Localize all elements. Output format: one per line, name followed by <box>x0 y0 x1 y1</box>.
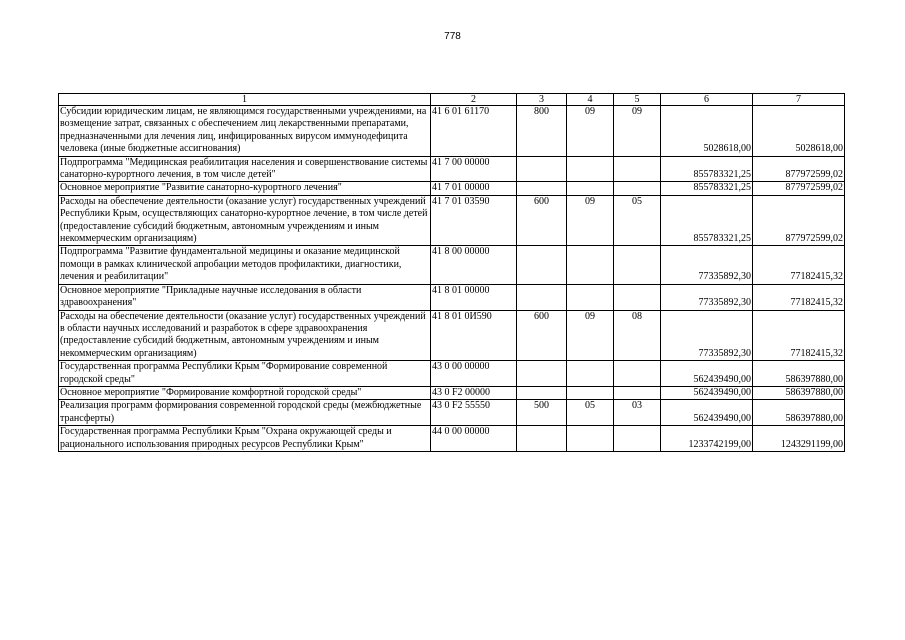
row-target-code: 41 7 00 00000 <box>431 156 517 182</box>
table-row <box>59 426 845 452</box>
row-subsection <box>614 426 661 452</box>
row-expense-type <box>517 246 567 284</box>
budget-table-body <box>59 94 845 452</box>
row-amount-year-1: 1233742199,00 <box>661 426 753 452</box>
row-name: Основное мероприятие "Формирование комфортной городской среды" <box>60 386 362 398</box>
table-row <box>59 182 845 195</box>
row-amount-year-1: 855783321,25 <box>661 195 753 246</box>
row-name: Основное мероприятие "Прикладные научные исследования в области здравоохранения" <box>60 284 362 309</box>
row-section: 09 <box>567 106 614 157</box>
row-section <box>567 246 614 284</box>
row-amount-year-2: 586397880,00 <box>753 386 845 399</box>
row-name: Субсидии юридическим лицам, не являющимся государственными учреждениями, на возмещение затрат, связанных с обеспечением лиц лекарственными препаратами, предназначенными для лечения лиц, инфицированных вирусом иммунодефицита человека (иные бюджетные ассигнования) <box>60 106 427 155</box>
row-amount-year-1: 5028618,00 <box>661 106 753 157</box>
row-amount-year-1: 562439490,00 <box>661 386 753 399</box>
row-expense-type <box>517 426 567 452</box>
row-subsection <box>614 284 661 310</box>
row-section <box>567 156 614 182</box>
row-target-code: 41 8 01 00000 <box>431 284 517 310</box>
row-subsection <box>614 182 661 195</box>
row-name-cell <box>59 156 431 182</box>
row-amount-year-2: 77182415,32 <box>753 284 845 310</box>
row-target-code: 41 7 01 00000 <box>431 182 517 195</box>
row-amount-year-2: 586397880,00 <box>753 400 845 426</box>
header-col-6: 6 <box>661 94 753 106</box>
table-row <box>59 400 845 426</box>
row-name: Подпрограмма "Развитие фундаментальной медицины и оказание медицинской помощи в рамках клинической апробации методов профилактики, диагностики, лечения и реабилитации" <box>60 246 402 283</box>
row-amount-year-1: 855783321,25 <box>661 182 753 195</box>
row-subsection <box>614 156 661 182</box>
row-subsection <box>614 361 661 387</box>
header-col-5: 5 <box>614 94 661 106</box>
row-name: Основное мероприятие "Развитие санаторно-курортного лечения" <box>60 182 342 194</box>
row-name-cell <box>59 386 431 399</box>
row-amount-year-1: 77335892,30 <box>661 246 753 284</box>
budget-table <box>58 93 845 452</box>
row-target-code: 43 0 F2 00000 <box>431 386 517 399</box>
row-expense-type <box>517 156 567 182</box>
row-name-cell <box>59 106 431 157</box>
row-expense-type: 600 <box>517 310 567 361</box>
row-name-cell <box>59 284 431 310</box>
row-target-code: 43 0 F2 55550 <box>431 400 517 426</box>
row-amount-year-2: 586397880,00 <box>753 361 845 387</box>
row-amount-year-2: 77182415,32 <box>753 310 845 361</box>
row-amount-year-1: 562439490,00 <box>661 400 753 426</box>
header-col-7: 7 <box>753 94 845 106</box>
row-expense-type <box>517 182 567 195</box>
row-name-cell <box>59 195 431 246</box>
table-row <box>59 156 845 182</box>
row-section: 05 <box>567 400 614 426</box>
row-name-cell <box>59 310 431 361</box>
page-number: 778 <box>444 31 461 42</box>
row-expense-type: 500 <box>517 400 567 426</box>
table-row <box>59 284 845 310</box>
row-amount-year-2: 877972599,02 <box>753 195 845 246</box>
row-expense-type <box>517 284 567 310</box>
row-section <box>567 284 614 310</box>
row-section <box>567 426 614 452</box>
row-target-code: 41 6 01 61170 <box>431 106 517 157</box>
row-section <box>567 182 614 195</box>
row-expense-type: 600 <box>517 195 567 246</box>
row-name: Расходы на обеспечение деятельности (оказание услуг) государственных учреждений в области научных исследований и разработок в сфере здравоохранения (предоставление субсидий бюджетным, автономным учреждениям и иным некоммерческим организациям) <box>60 310 426 359</box>
row-amount-year-2: 5028618,00 <box>753 106 845 157</box>
row-target-code: 44 0 00 00000 <box>431 426 517 452</box>
table-row <box>59 106 845 157</box>
row-subsection: 08 <box>614 310 661 361</box>
row-target-code: 41 8 01 0И590 <box>431 310 517 361</box>
row-amount-year-1: 562439490,00 <box>661 361 753 387</box>
row-subsection: 05 <box>614 195 661 246</box>
row-amount-year-1: 77335892,30 <box>661 284 753 310</box>
row-amount-year-1: 855783321,25 <box>661 156 753 182</box>
row-name: Подпрограмма "Медицинская реабилитация населения и совершенствование системы санаторно-курортного лечения, в том числе детей" <box>60 156 428 181</box>
header-col-2: 2 <box>431 94 517 106</box>
row-expense-type <box>517 386 567 399</box>
row-subsection <box>614 386 661 399</box>
row-name-cell <box>59 182 431 195</box>
row-section: 09 <box>567 310 614 361</box>
row-section <box>567 386 614 399</box>
row-name: Реализация программ формирования современной городской среды (межбюджетные трансферты) <box>60 400 422 424</box>
row-expense-type <box>517 361 567 387</box>
row-section <box>567 361 614 387</box>
table-header-row <box>59 94 845 106</box>
table-row <box>59 195 845 246</box>
row-amount-year-2: 877972599,02 <box>753 182 845 195</box>
table-row <box>59 246 845 284</box>
table-row <box>59 361 845 387</box>
row-subsection <box>614 246 661 284</box>
row-name: Расходы на обеспечение деятельности (оказание услуг) государственных учреждений Республики Крым, осуществляющих санаторно-курортное лечение, в том числе детей (предоставление субсидий бюджетным, автономным учреждениям и иным некоммерческим организациям) <box>60 195 428 245</box>
row-subsection: 03 <box>614 400 661 426</box>
table-row <box>59 386 845 399</box>
row-target-code: 41 7 01 03590 <box>431 195 517 246</box>
row-amount-year-1: 77335892,30 <box>661 310 753 361</box>
row-target-code: 41 8 00 00000 <box>431 246 517 284</box>
row-amount-year-2: 877972599,02 <box>753 156 845 182</box>
row-name-cell <box>59 426 431 452</box>
row-amount-year-2: 1243291199,00 <box>753 426 845 452</box>
row-name-cell <box>59 361 431 387</box>
row-name-cell <box>59 400 431 426</box>
row-name: Государственная программа Республики Крым "Формирование современной городской среды" <box>60 361 388 385</box>
table-row <box>59 310 845 361</box>
row-name-cell <box>59 246 431 284</box>
row-name: Государственная программа Республики Крым "Охрана окружающей среды и рационального использования природных ресурсов Республики Крым" <box>60 426 392 450</box>
header-col-4: 4 <box>567 94 614 106</box>
header-col-1: 1 <box>59 94 431 106</box>
row-subsection: 09 <box>614 106 661 157</box>
row-amount-year-2: 77182415,32 <box>753 246 845 284</box>
header-col-3: 3 <box>517 94 567 106</box>
row-expense-type: 800 <box>517 106 567 157</box>
row-section: 09 <box>567 195 614 246</box>
row-target-code: 43 0 00 00000 <box>431 361 517 387</box>
